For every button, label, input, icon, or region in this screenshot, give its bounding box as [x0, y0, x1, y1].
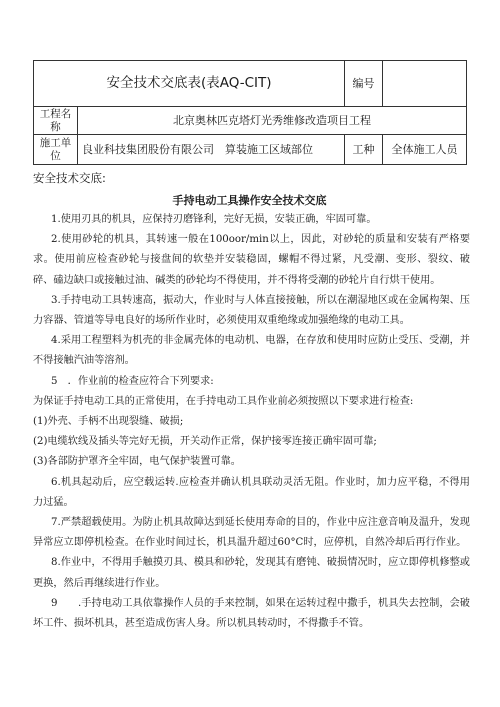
paragraph-5-intro: 为保证手持电动工具的正常使用，在手持电动工具作业前必须按照以下要求进行检查:	[33, 395, 414, 407]
paragraph-1: 1.使用刃具的机具，应保持刃磨锋利，完好无损，安装正确，牢固可靠。	[51, 214, 377, 225]
construction-unit-label: 施工单位	[34, 135, 78, 165]
check-item-2: (2)电缆软线及插头等完好无损，开关动作正常，保护接零连接正确牢固可靠;	[33, 436, 377, 448]
check-item-3: (3)各部防护罩齐全牢固，电气保护装置可靠。	[33, 456, 241, 468]
check-item-1: (1)外壳、手柄不出现裂缝、破损;	[33, 416, 184, 428]
document-title: 手持电动工具操作安全技术交底	[172, 194, 327, 207]
trade-label: 工种	[345, 135, 383, 165]
paragraph-5: 5 ．作业前的检查应符合下列要求:	[51, 375, 214, 387]
form-title: 安全技术交底表(表AQ-CIT)	[34, 61, 345, 107]
disclosure-header-table	[33, 60, 467, 165]
paragraph-9: 9 .手持电动工具依靠操作人员的手来控制，如果在运转过程中撒手，机具失去控制，会破坏工件、损坏机具，甚至造成伤害人身。所以机具转动时，不得撒手不管。	[33, 597, 470, 630]
paragraph-2: 2.使用砂轮的机具，其转速一般在100oor/min以上，因此，对砂轮的质量和安装有严格要求。使用前应检查砂轮与接盘间的软垫并安装稳固，螺帽不得过紧，凡受潮、变形、裂纹、破碎、磕边缺口或接触过油、碱类的砂轮均不得使用，并不得将受潮的砂轮片自行烘干使用。	[33, 234, 470, 286]
number-value	[383, 61, 467, 107]
project-name-label: 工程名称	[34, 107, 78, 135]
trade-value: 全体施工人员	[383, 135, 467, 165]
project-name-value: 北京奥林匹克塔灯光秀维修改造项目工程	[78, 107, 467, 135]
paragraph-4: 4.采用工程塑料为机壳的非金属壳体的电动机、电器，在存放和使用时应防止受压、受潮，并不得接触汽油等溶剂。	[33, 335, 470, 367]
paragraph-7: 7.严禁超载使用。为防止机具故障达到延长使用寿命的目的，作业中应注意音响及温升，发现异常应立即停机检查。在作业时间过长，机具温升超过60°C时，应停机，自然冷却后再行作业。	[33, 517, 470, 549]
paragraph-6: 6.机具起动后，应空载运转.应检查并确认机具联动灵活无阻。作业时，加力应平稳，不得用力过猛。	[33, 476, 470, 508]
disclosure-body	[33, 210, 470, 634]
construction-unit-value: 良业科技集团股份有限公司 算装施工区域部位	[78, 135, 345, 165]
number-label: 编号	[345, 61, 383, 107]
paragraph-3: 3.手持电动工具转速高，振动大，作业时与人体直接接触，所以在潮湿地区或在金属构架、压力容器、管道等导电良好的场所作业时，必须使用双重绝缘或加强绝缘的电动工具。	[33, 294, 470, 327]
section-heading: 安全技术交底:	[33, 171, 106, 185]
paragraph-8: 8.作业中，不得用手触摸刃具、模具和砂轮，发现其有磨钝、破损情况时，应立即停机修整或更换，然后再继续进行作业。	[33, 557, 470, 589]
